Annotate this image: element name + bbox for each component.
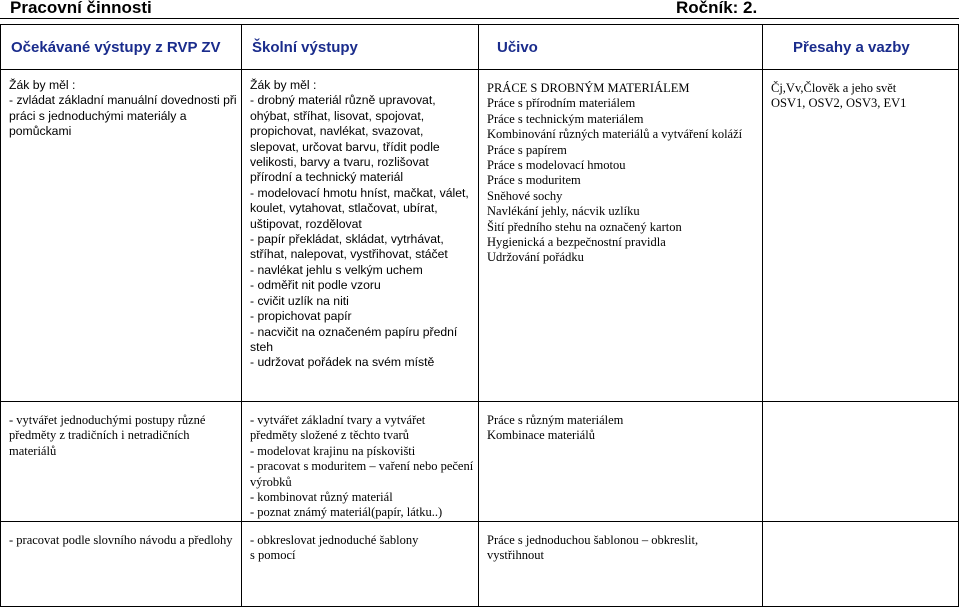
- curriculum-table: [0, 24, 959, 607]
- cell-ucivo: Práce s jednoduchou šablonou – obkreslit, vystřihnout: [479, 522, 763, 607]
- cell-presahy: Čj,Vv,Člověk a jeho svět OSV1, OSV2, OSV3, EV1: [763, 70, 959, 402]
- cell-rvp: - pracovat podle slovního návodu a předlohy: [1, 522, 242, 607]
- column-header-presahy: Přesahy a vazby: [763, 25, 959, 70]
- grade-label: Ročník: 2.: [676, 0, 758, 17]
- header-divider: [0, 18, 959, 19]
- cell-rvp: - vytvářet jednoduchými postupy různé předměty z tradičních i netradičních materiálů: [1, 402, 242, 522]
- cell-skolni: Žák by měl : - drobný materiál různě upravovat, ohýbat, stříhat, lisovat, spojovat, propichovat, navlékat, svazovat, slepovat, určovat barvu, třídit podle velikosti, barvy a tvaru, rozlišovat přírodní a technický materiál - modelovací hmotu hníst, mačkat, válet, koulet, vytahovat, stlačovat, ubírat, uštipovat, rozdělovat - papír překládat, skládat, vytrhávat, stříhat, nalepovat, vystřihovat, stáčet - navlékat jehlu s velkým uchem - odměřit nit podle vzoru - cvičit uzlík na niti - propichovat papír - nacvičit na označeném papíru přední steh - udržovat pořádek na svém místě: [242, 70, 479, 402]
- column-header-skolni: Školní výstupy: [242, 25, 479, 70]
- cell-skolni: - obkreslovat jednoduché šablony s pomocí: [242, 522, 479, 607]
- cell-skolni: - vytvářet základní tvary a vytvářet předměty složené z těchto tvarů - modelovat krajinu na pískovišti - pracovat s moduritem – vaření nebo pečení výrobků - kombinovat různý materiál - poznat známý materiál(papír, látku..): [242, 402, 479, 522]
- cell-ucivo: Práce s různým materiálem Kombinace materiálů: [479, 402, 763, 522]
- column-header-ucivo: Učivo: [479, 25, 763, 70]
- document-title: Pracovní činnosti: [10, 0, 152, 17]
- table-row: [1, 402, 959, 522]
- table-row: [1, 70, 959, 402]
- table-header-row: [1, 25, 959, 70]
- document-header: [0, 0, 959, 20]
- column-header-rvp: Očekávané výstupy z RVP ZV: [1, 25, 242, 70]
- cell-presahy: [763, 402, 959, 522]
- cell-presahy: [763, 522, 959, 607]
- cell-ucivo: PRÁCE S DROBNÝM MATERIÁLEM Práce s přírodním materiálem Práce s technickým materiálem Kombinování různých materiálů a vytváření koláží Práce s papírem Práce s modelovací hmotou Práce s moduritem Sněhové sochy Navlékání jehly, nácvik uzlíku Šití předního stehu na označený karton Hygienická a bezpečnostní pravidla Udržování pořádku: [479, 70, 763, 402]
- table-row: [1, 522, 959, 607]
- cell-rvp: Žák by měl : - zvládat základní manuální dovednosti při práci s jednoduchými materiály a pomůckami: [1, 70, 242, 402]
